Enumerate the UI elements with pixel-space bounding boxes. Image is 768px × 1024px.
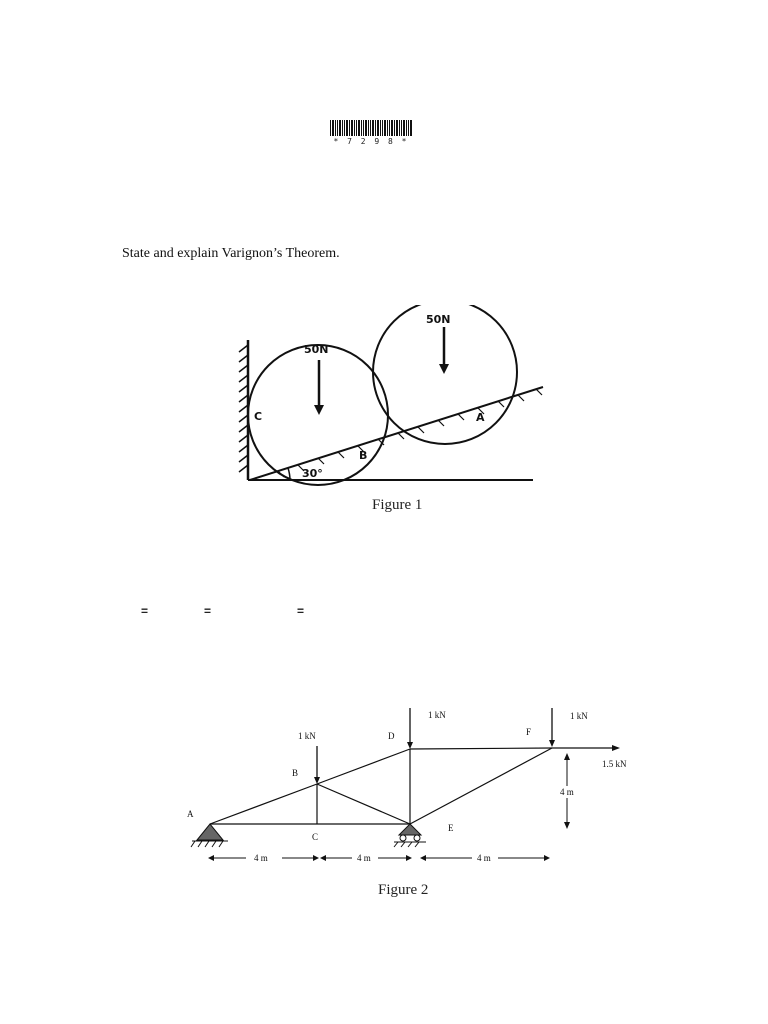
angle-label: 30° — [302, 467, 323, 480]
height-arrow-bottom — [564, 822, 570, 829]
point-a-label: A — [476, 411, 485, 424]
span-arrow — [313, 855, 319, 861]
incline-hatching — [278, 389, 542, 477]
load-label-right: 50N — [426, 313, 451, 326]
arrowhead-f — [549, 740, 555, 747]
span-arrow — [320, 855, 326, 861]
equals-sign: = — [141, 604, 149, 618]
equals-sign: = — [297, 604, 305, 618]
span-arrow — [208, 855, 214, 861]
wall-hatching — [239, 345, 248, 472]
span-1-label: 4 m — [254, 853, 268, 863]
incline — [250, 387, 543, 480]
arrowhead-right — [439, 364, 449, 374]
load-label-left: 50N — [304, 343, 329, 356]
height-arrow-top — [564, 753, 570, 760]
point-c-label: C — [254, 410, 263, 423]
pin-support — [197, 824, 223, 840]
node-b-label: B — [292, 768, 299, 778]
span-2-label: 4 m — [357, 853, 371, 863]
figure-2 — [180, 700, 650, 905]
span-3-label: 4 m — [477, 853, 491, 863]
barcode — [330, 120, 412, 136]
span-arrow — [406, 855, 412, 861]
node-c-label: C — [312, 832, 319, 842]
equals-sign: = — [204, 604, 212, 618]
node-e-label: E — [448, 823, 454, 833]
arrowhead-d — [407, 742, 413, 749]
load-label-b: 1 kN — [298, 731, 316, 741]
node-d-label: D — [388, 731, 395, 741]
question-text: State and explain Varignon’s Theorem. — [122, 246, 340, 261]
arrowhead-horizontal — [612, 745, 620, 751]
roller-support-ground — [394, 842, 426, 847]
span-arrow — [544, 855, 550, 861]
node-f-label: F — [526, 727, 532, 737]
figure-1 — [228, 305, 548, 520]
figure-2-caption: Figure 2 — [378, 882, 429, 898]
arrowhead-left — [314, 405, 324, 415]
equals-row — [0, 604, 768, 624]
span-arrow — [420, 855, 426, 861]
roller-wheel — [400, 835, 406, 841]
load-label-d: 1 kN — [428, 710, 446, 720]
node-a-label: A — [187, 809, 194, 819]
load-label-horizontal: 1.5 kN — [602, 759, 627, 769]
height-label: 4 m — [560, 787, 574, 797]
pin-support-ground — [191, 841, 228, 847]
load-label-f: 1 kN — [570, 711, 588, 721]
roller-support — [399, 824, 421, 835]
roller-wheel — [414, 835, 420, 841]
truss-members — [210, 748, 552, 824]
point-b-label: B — [359, 449, 368, 462]
figure-1-caption: Figure 1 — [372, 497, 423, 513]
barcode-number: * 7 2 9 8 * — [333, 137, 409, 146]
